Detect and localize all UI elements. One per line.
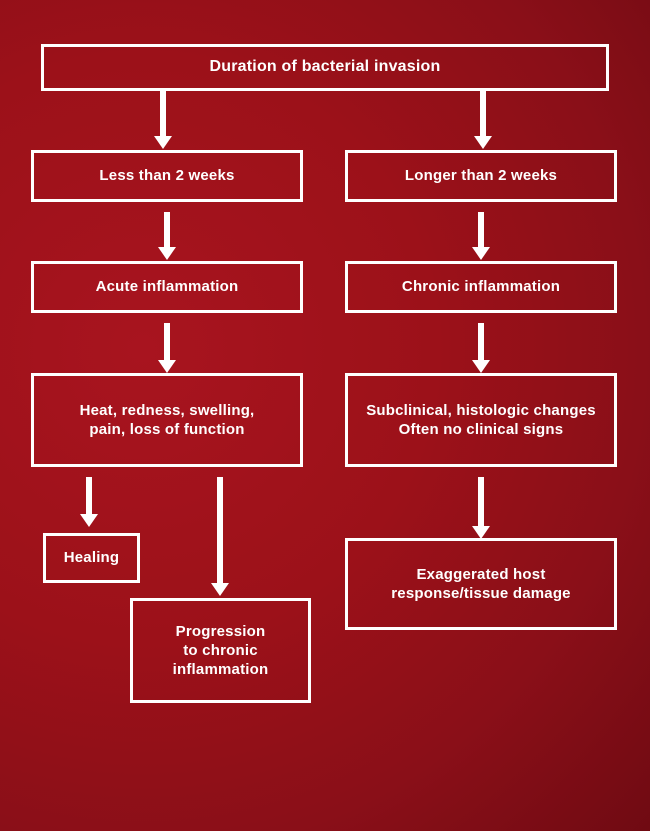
node-label-line-2: pain, loss of function bbox=[89, 421, 245, 438]
arrow-shaft bbox=[160, 105, 166, 137]
node-acute-signs bbox=[31, 373, 303, 467]
node-duration-of-bacterial-invasion bbox=[41, 44, 609, 91]
node-longer-than-2-weeks bbox=[345, 150, 617, 202]
node-acute-inflammation bbox=[31, 261, 303, 313]
connector-root-split bbox=[160, 91, 486, 113]
arrow-shaft bbox=[480, 105, 486, 137]
arrow-shaft bbox=[478, 477, 484, 527]
arrow-shaft bbox=[217, 477, 223, 584]
node-label-line-1: Progression bbox=[175, 622, 266, 640]
arrow-subclinical-to-exaggerated-host-response bbox=[478, 477, 484, 539]
node-label-line-1: Exaggerated host bbox=[416, 565, 546, 583]
arrow-head bbox=[154, 136, 172, 149]
arrow-shaft bbox=[164, 323, 170, 361]
node-label-line-1: Heat, redness, swelling, bbox=[79, 401, 255, 419]
arrow-head bbox=[80, 514, 98, 527]
arrow-head bbox=[211, 583, 229, 596]
arrow-shaft bbox=[478, 212, 484, 248]
node-subclinical-changes bbox=[345, 373, 617, 467]
node-healing bbox=[43, 533, 140, 583]
arrow-longer-than-2-weeks-to-chronic-inflammation bbox=[478, 212, 484, 260]
arrow-chronic-inflammation-to-subclinical bbox=[478, 323, 484, 373]
node-label: Chronic inflammation bbox=[401, 278, 561, 296]
node-label: Duration of bacterial invasion bbox=[209, 58, 441, 76]
arrow-acute-signs-to-progression bbox=[217, 477, 223, 597]
node-exaggerated-host-response bbox=[345, 538, 617, 630]
arrow-less-than-2-weeks-to-acute-inflammation bbox=[164, 212, 170, 260]
arrow-head bbox=[472, 360, 490, 373]
node-label: Less than 2 weeks bbox=[99, 167, 235, 185]
node-label: Longer than 2 weeks bbox=[404, 167, 558, 185]
node-label-line-1: Subclinical, histologic changes bbox=[366, 401, 596, 419]
node-label-line-2: response/tissue damage bbox=[391, 585, 571, 602]
arrow-shaft bbox=[478, 323, 484, 361]
arrow-acute-inflammation-to-signs bbox=[164, 323, 170, 373]
node-progression-to-chronic-inflammation bbox=[130, 598, 311, 703]
arrow-root-to-longer-than-2-weeks bbox=[480, 105, 486, 149]
arrow-head bbox=[472, 247, 490, 260]
node-label-line-3: inflammation bbox=[172, 661, 269, 679]
node-label: Acute inflammation bbox=[95, 278, 239, 296]
node-chronic-inflammation bbox=[345, 261, 617, 313]
arrow-shaft bbox=[86, 477, 92, 515]
arrow-head bbox=[158, 247, 176, 260]
arrow-head bbox=[474, 136, 492, 149]
arrow-root-to-less-than-2-weeks bbox=[160, 105, 166, 149]
node-label-line-2: Often no clinical signs bbox=[398, 421, 564, 438]
arrow-acute-signs-to-healing bbox=[86, 477, 92, 527]
node-label: Healing bbox=[63, 549, 120, 567]
node-label-line-2: to chronic bbox=[183, 641, 258, 659]
node-less-than-2-weeks bbox=[31, 150, 303, 202]
arrow-shaft bbox=[164, 212, 170, 248]
arrow-head bbox=[158, 360, 176, 373]
